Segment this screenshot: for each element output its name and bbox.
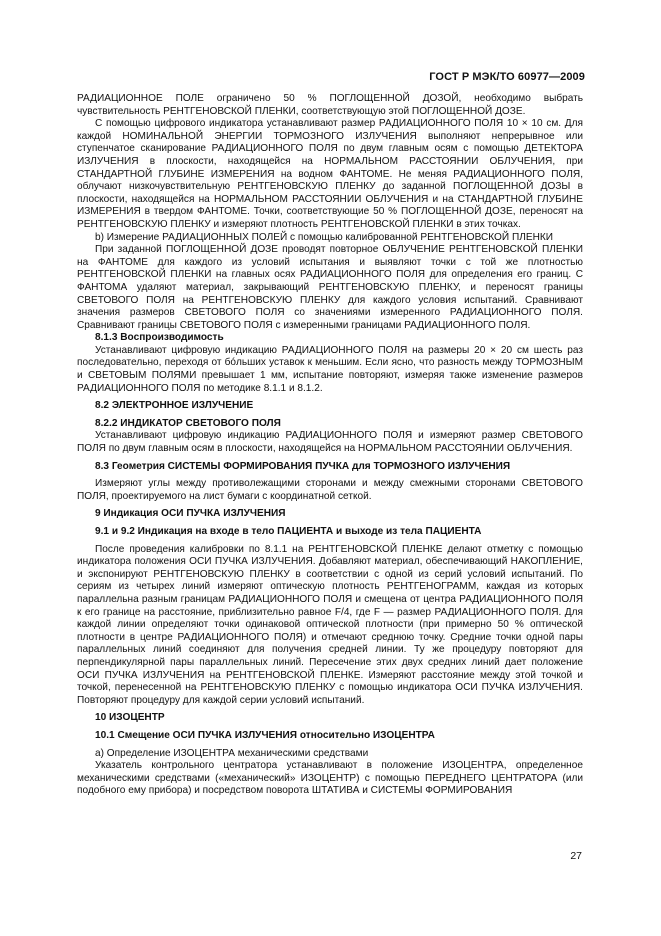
- section-heading: 9.1 и 9.2 Индикация на входе в тело ПАЦИЕНТА и выходе из тела ПАЦИЕНТА: [95, 526, 482, 537]
- paragraph: Указатель контрольного центратора устанавливают в положение ИЗОЦЕНТРА, определенное механическими средствами («механический» ИЗОЦЕНТР) с помощью ПЕРЕДНЕГО ЦЕНТРАТОРА (или подобного ему прибора) и посредством поворота ШТАТИВА и СИСТЕМЫ ФОРМИРОВАНИЯ: [77, 760, 583, 797]
- paragraph: Измеряют углы между противолежащими сторонами и между смежными сторонами СВЕТОВОГО ПОЛЯ, проектируемого на лист бумаги с координатной сеткой.: [77, 478, 583, 502]
- section-heading: 8.2 ЭЛЕКТРОННОЕ ИЗЛУЧЕНИЕ: [95, 400, 254, 412]
- paragraph: РАДИАЦИОННОЕ ПОЛЕ ограничено 50 % ПОГЛОЩЕННОЙ ДОЗОЙ, необходимо выбрать чувствительность РЕНТГЕНОВСКОЙ ПЛЕНКИ, соответствующую этой ПОГЛОЩЕННОЙ ДОЗЕ.: [77, 93, 583, 117]
- paragraph: После проведения калибровки по 8.1.1 на РЕНТГЕНОВСКОЙ ПЛЕНКЕ делают отметку с помощью индикатора положения ОСИ ПУЧКА ИЗЛУЧЕНИЯ. Добавляют материал, обеспечивающий НАКОПЛЕНИЕ, и экспонируют РЕНТГЕНОВСКУЮ ПЛЕНКУ в соответствии с одной из серий условий испытаний. По сериям из четырех линий измеряют оптическую плотность РЕНТГЕНОГРАММ, каждая из которых параллельна разным границам РАДИАЦИОННОГО ПОЛЯ и смещена от центра РАДИАЦИОННОГО ПОЛЯ к его границе на расстояние, приблизительно равное F/4, где F — размер РАДИАЦИОННОГО ПОЛЯ. Для каждой линии определяют точки одинаковой оптической плотности (при примерно 50 % оптической плотности в центре РАДИАЦИОННОГО ПОЛЯ) и отмечают среднюю точку. Средние точки одной пары параллельных линий соединяют для получения средней линии. Ту же процедуру повторяют для перпендикулярной пары параллельных линий. Пересечение этих двух средних линий дает положение ОСИ ПУЧКА ИЗЛУЧЕНИЯ на РЕНТГЕНОВСКОЙ ПЛЕНКЕ. Измеряют расстояние между этой точкой и точкой, перенесенной на РЕНТГЕНОВСКУЮ ПЛЕНКУ с помощью индикатора ОСИ ПУЧКА ИЗЛУЧЕНИЯ. Повторяют процедуру для каждой серии условий испытаний.: [77, 543, 583, 706]
- list-item-heading: a) Определение ИЗОЦЕНТРА механическими средствами: [95, 747, 369, 759]
- paragraph: При заданной ПОГЛОЩЕННОЙ ДОЗЕ проводят повторное ОБЛУЧЕНИЕ РЕНТГЕНОВСКОЙ ПЛЕНКИ на ФАНТОМЕ для каждого из условий испытания и выявляют точки с той же плотностью РЕНТГЕНОВСКОЙ ПЛЕНКИ на главных осях РАДИАЦИОННОГО ПОЛЯ для определения его границ. С ФАНТОМА удаляют материал, закрывающий РЕНТГЕНОВСКУЮ ПЛЕНКУ, и переносят границы СВЕТОВОГО ПОЛЯ на РЕНТГЕНОВСКУЮ ПЛЕНКУ для каждого условия испытаний. Сравнивают значения размеров СВЕТОВОГО ПОЛЯ со значениями измеренного РАДИАЦИОННОГО ПОЛЯ. Сравнивают границы СВЕТОВОГО ПОЛЯ с измеренными границами РАДИАЦИОННОГО ПОЛЯ.: [77, 244, 583, 331]
- section-heading: 10 ИЗОЦЕНТР: [95, 712, 165, 724]
- section-heading: 9 Индикация ОСИ ПУЧКА ИЗЛУЧЕНИЯ: [95, 508, 286, 520]
- document-header: ГОСТ Р МЭК/ТО 60977—2009: [429, 71, 585, 83]
- paragraph: С помощью цифрового индикатора устанавливают размер РАДИАЦИОННОГО ПОЛЯ 10 × 10 см. Для каждой НОМИНАЛЬНОЙ ЭНЕРГИИ ТОРМОЗНОГО ИЗЛУЧЕНИЯ выполняют непрерывное или ступенчатое сканирование РАДИАЦИОННОГО ПОЛЯ по двум главным осям с помощью ДЕТЕКТОРА ИЗЛУЧЕНИЯ в плоскости, находящейся на НОРМАЛЬНОМ РАССТОЯНИИ ОБЛУЧЕНИЯ, при СТАНДАРТНОЙ ГЛУБИНЕ ИЗМЕРЕНИЯ на водном ФАНТОМЕ. Не меняя РАДИАЦИОННОГО ПОЛЯ, облучают низкочувствительную РЕНТГЕНОВСКУЮ ПЛЕНКУ до заданной ПОГЛОЩЕННОЙ ДОЗЫ в плоскости, находящейся на НОРМАЛЬНОМ РАССТОЯНИИ ОБЛУЧЕНИЯ и на СТАНДАРТНОЙ ГЛУБИНЕ ИЗМЕРЕНИЯ в твердом ФАНТОМЕ. Точки, соответствующие 50 % ПОГЛОЩЕННОЙ ДОЗЕ, переносят на РЕНТГЕНОВСКУЮ ПЛЕНКУ и измеряют плотность РЕНТГЕНОВСКОЙ ПЛЕНКИ в этих точках.: [77, 118, 583, 230]
- section-heading: 8.1.3 Воспроизводимость: [95, 332, 224, 344]
- section-heading: 10.1 Смещение ОСИ ПУЧКА ИЗЛУЧЕНИЯ относительно ИЗОЦЕНТРА: [95, 729, 435, 741]
- paragraph: Устанавливают цифровую индикацию РАДИАЦИОННОГО ПОЛЯ на размеры 20 × 20 см шесть раз последовательно, переходя от бóльших уставок к меньшим. Если ясно, что разность между ТОРМОЗНЫМ и СВЕТОВЫМ ПОЛЯМИ превышает 1 мм, испытание повторяют, измеряя также изменение размеров РАДИАЦИОННОГО ПОЛЯ по методике 8.1.1 и 8.1.2.: [77, 344, 583, 394]
- document-body: [77, 93, 583, 798]
- section-heading: 8.2.2 ИНДИКАТОР СВЕТОВОГО ПОЛЯ: [95, 417, 281, 429]
- paragraph: Устанавливают цифровую индикацию РАДИАЦИОННОГО ПОЛЯ и измеряют размер СВЕТОВОГО ПОЛЯ по двум главным осям в плоскости, находящейся на НОРМАЛЬНОМ РАССТОЯНИИ ОБЛУЧЕНИЯ.: [77, 430, 583, 455]
- page-number: 27: [570, 850, 582, 862]
- section-heading: 8.3 Геометрия СИСТЕМЫ ФОРМИРОВАНИЯ ПУЧКА для ТОРМОЗНОГО ИЗЛУЧЕНИЯ: [95, 460, 511, 472]
- list-item-heading: b) Измерение РАДИАЦИОННЫХ ПОЛЕЙ с помощью калиброванной РЕНТГЕНОВСКОЙ ПЛЕНКИ: [95, 231, 553, 243]
